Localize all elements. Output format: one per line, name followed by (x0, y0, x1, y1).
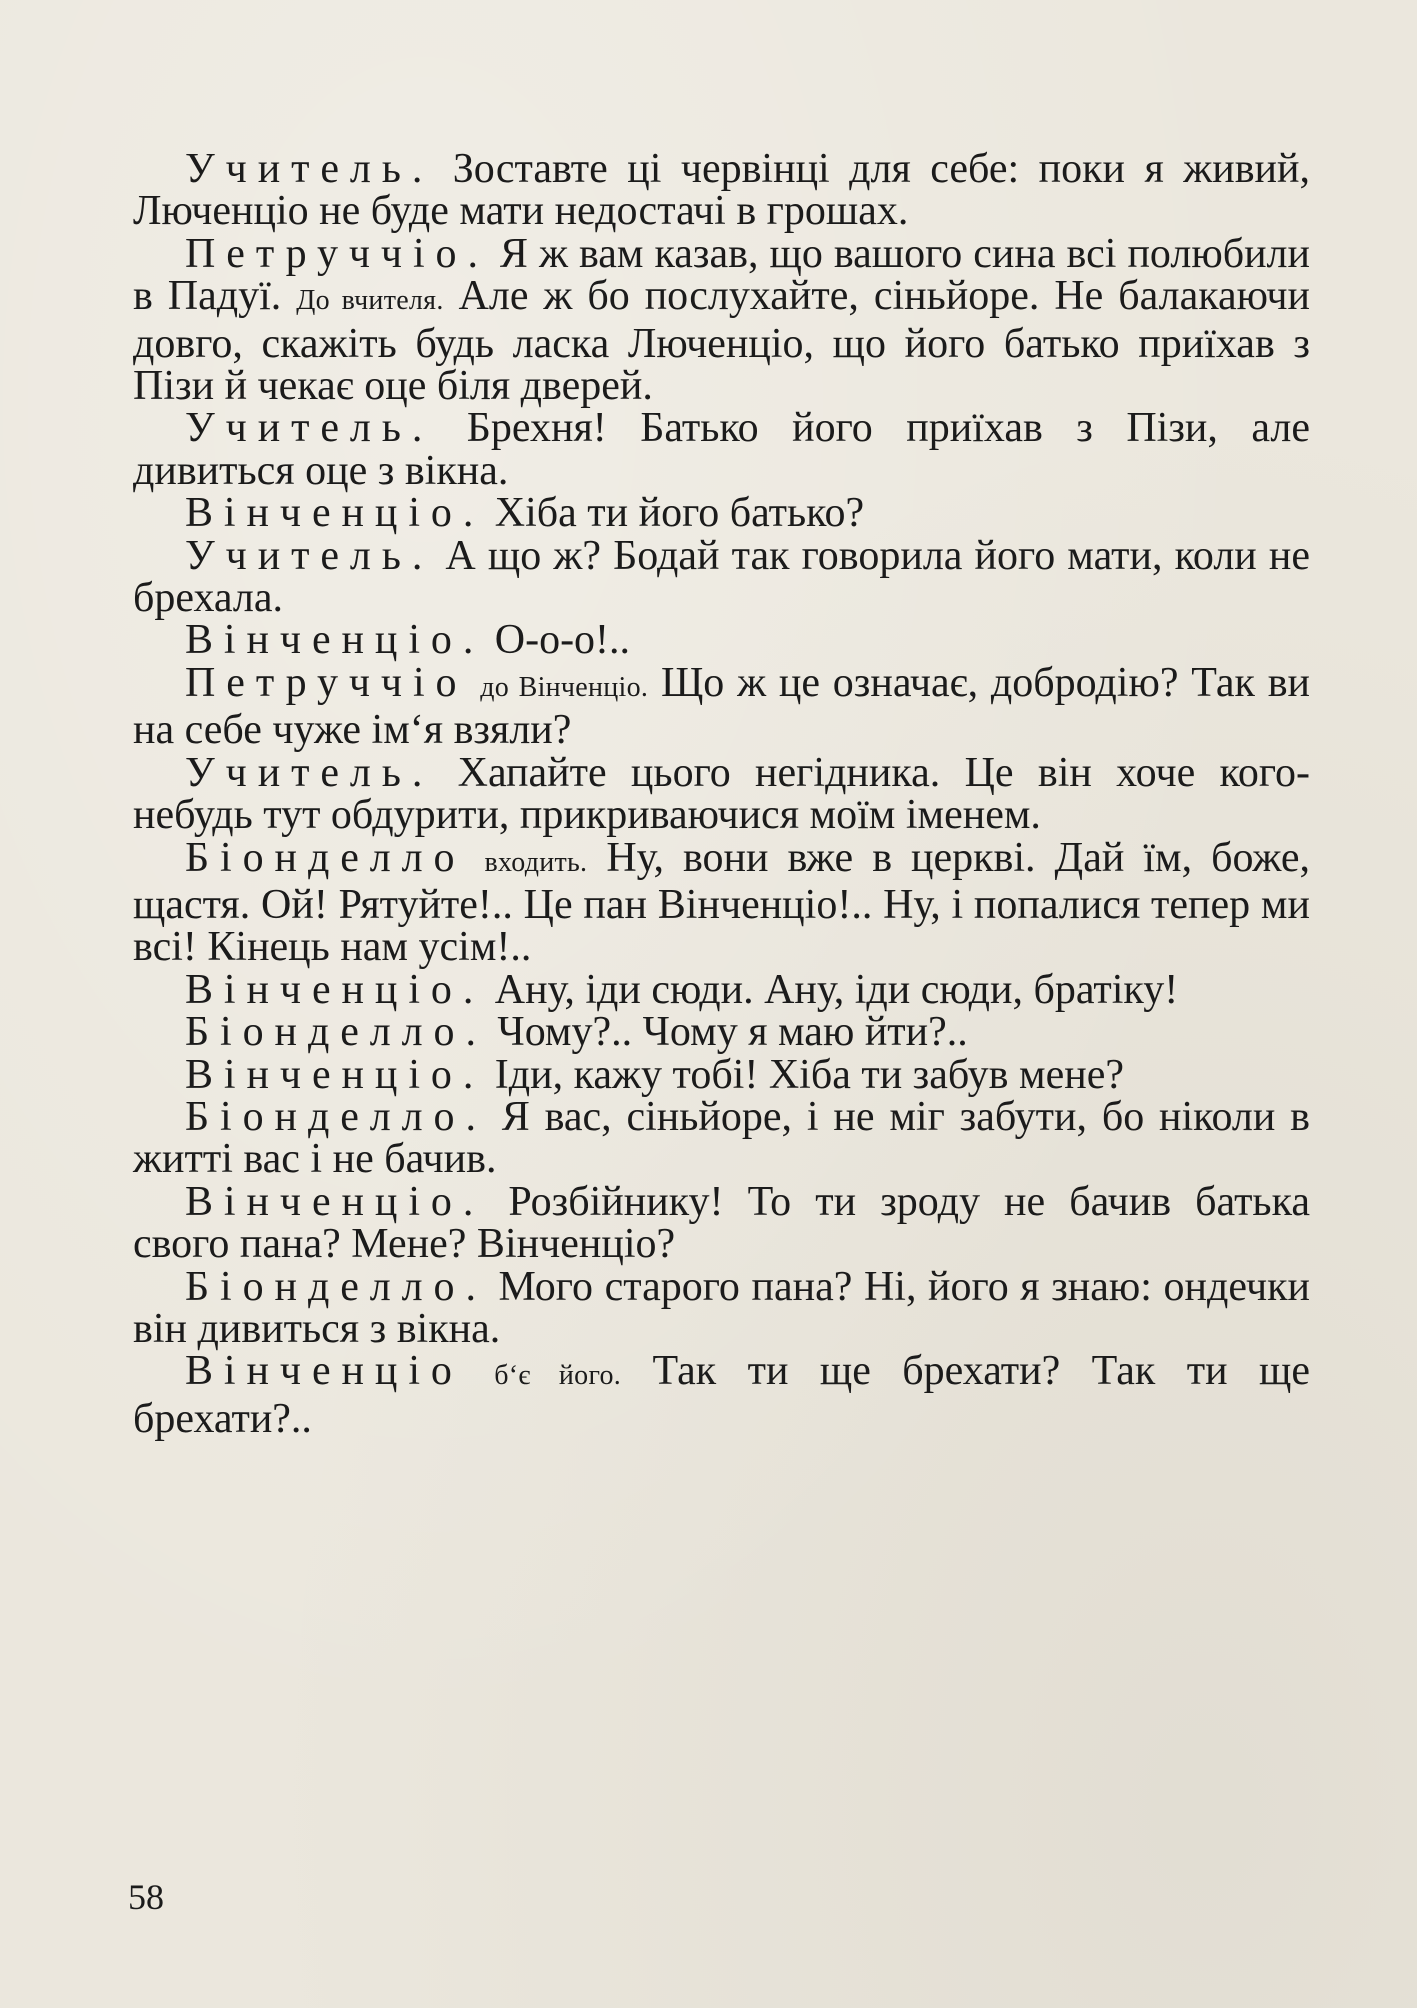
dialogue-text: А що ж? Бодай так говорила його мати, коли не брехала. (133, 532, 1310, 622)
dialogue-text: Зоставте ці червінці для себе: поки я живий, Люченціо не буде мати недостачі в грошах. (133, 146, 1310, 235)
speaker-name: Учитель. (185, 749, 434, 796)
speaker-name: Вінченціо. (185, 490, 485, 537)
dialogue-text: Хапайте цього негідника. Це він хоче кого-небудь тут обдурити, прикриваючися моїм іменем. (133, 749, 1310, 839)
dialogue-paragraph (133, 834, 1311, 971)
dialogue-paragraph (133, 1009, 1310, 1056)
speaker-name: Вінченціо. (185, 1178, 485, 1225)
dialogue-paragraph (133, 749, 1310, 839)
speaker-name: Біонделло. (185, 1009, 487, 1056)
dialogue-paragraph (133, 1093, 1310, 1183)
dialogue-paragraph (133, 659, 1311, 754)
page-number: 58 (128, 1877, 164, 1917)
speaker-name: Вінченціо. (185, 1051, 485, 1098)
speaker-name: Вінченціо. (185, 966, 485, 1013)
dialogue-paragraph (133, 617, 1310, 664)
dialogue-text: Мого старого пана? Ні, його я знаю: ондечки він дивиться з вікна. (133, 1263, 1310, 1352)
dialogue-paragraph (133, 1178, 1310, 1268)
play-text (133, 148, 1310, 1440)
dialogue-paragraph (133, 407, 1310, 492)
dialogue-paragraph (133, 1350, 1310, 1440)
dialogue-paragraph (133, 230, 1311, 410)
dialogue-paragraph (133, 966, 1310, 1013)
dialogue-text: Я ж вам казав, що вашого сина всі полюбили в Падуї. (133, 230, 1310, 320)
stage-direction: б‘є його. (494, 1360, 622, 1392)
dialogue-text: Ну, вони вже в церкві. Дай їм, боже, щастя. Ой! Рятуйте!.. Це пан Вінченціо!.. Ну, і попалися тепер ми всі! Кінець нам усім!.. (133, 834, 1311, 971)
dialogue-text: Брехня! Батько його приїхав з Пізи, але дивиться оце з вікна. (133, 405, 1310, 494)
dialogue-text: Я вас, сіньйоре, і не міг забути, бо ніколи в житті вас і не бачив. (133, 1093, 1310, 1183)
dialogue-text: Ану, іди сюди. Ану, іди сюди, братіку! (484, 966, 1179, 1013)
stage-direction: входить. (484, 846, 588, 878)
dialogue-text: Хіба ти його батько? (484, 490, 865, 537)
speaker-name: Вінченціо (185, 1348, 463, 1395)
stage-direction: До вчителя. (296, 285, 444, 317)
speaker-name: Учитель. (185, 532, 434, 579)
dialogue-text: О-о-о!.. (484, 617, 631, 664)
dialogue-paragraph (133, 490, 1310, 537)
speaker-name: Біонделло. (185, 1263, 487, 1310)
speaker-name: Учитель. (185, 146, 434, 192)
dialogue-paragraph (133, 1263, 1310, 1352)
speaker-name: Вінченціо. (185, 617, 485, 664)
dialogue-paragraph (133, 148, 1310, 233)
dialogue-text: Чому?.. Чому я маю йти?.. (486, 1009, 968, 1056)
speaker-name: Петруччіо. (185, 230, 489, 277)
stage-direction: до Вінченціо. (480, 671, 649, 703)
speaker-name: Учитель. (185, 405, 434, 452)
speaker-name: Петруччіо (185, 659, 468, 706)
dialogue-text: Іди, кажу тобі! Хіба ти забув мене? (484, 1051, 1124, 1098)
dialogue-text: Розбійнику! То ти зроду не бачив батька свого пана? Мене? Вінченціо? (133, 1178, 1310, 1268)
dialogue-paragraph (133, 1051, 1310, 1098)
dialogue-text: Але ж бо послухайте, сіньйоре. Не балакаючи довго, скажіть будь ласка Люченціо, що його батько приїхав з Пізи й чекає оце біля дверей. (133, 273, 1311, 410)
speaker-name: Біонделло. (185, 1093, 487, 1140)
dialogue-text: Так ти ще брехати? Так ти ще брехати?.. (133, 1348, 1311, 1442)
dialogue-paragraph (133, 532, 1310, 622)
speaker-name: Біонделло (185, 834, 466, 881)
dialogue-text: Що ж це означає, добродію? Так ви на себе чуже ім‘я взяли? (133, 659, 1311, 754)
